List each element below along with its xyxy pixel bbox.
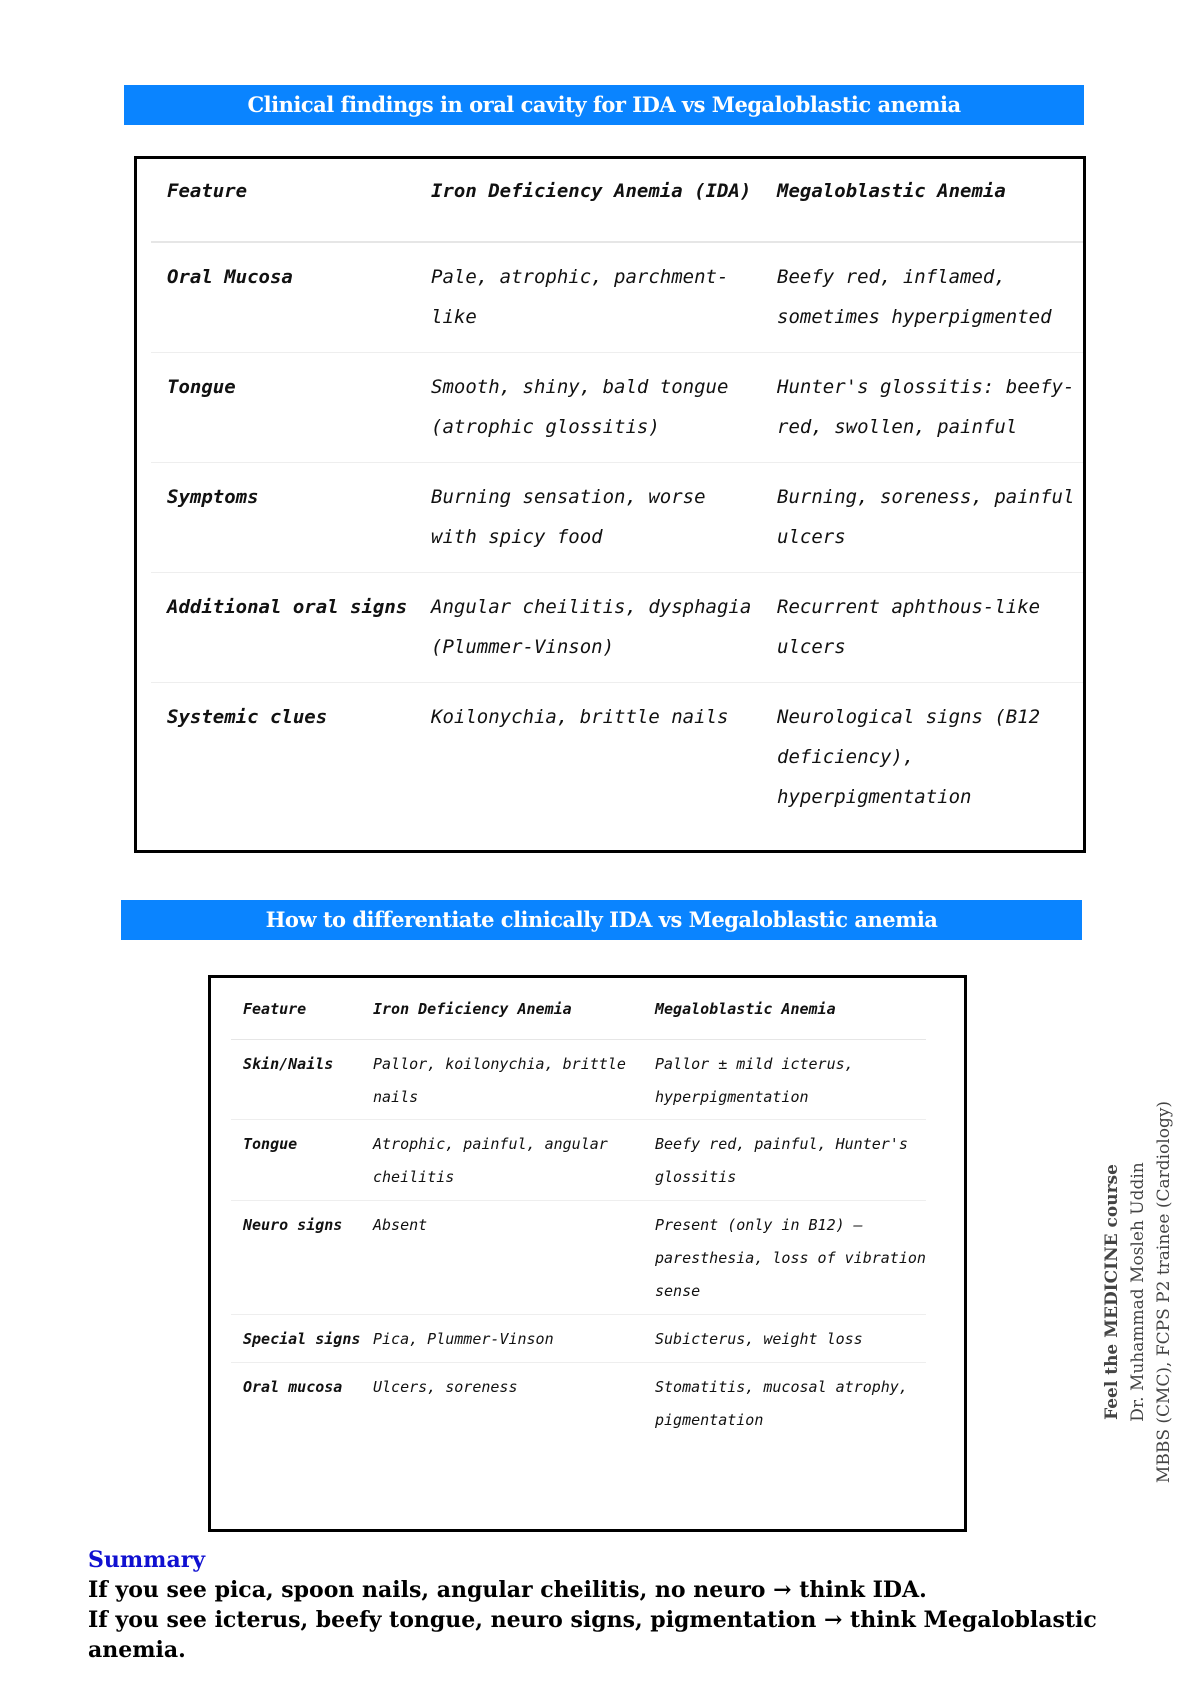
cell-ida: Atrophic, painful, angular cheilitis [363, 1120, 645, 1201]
cell-megaloblastic: Neurological signs (B12 deficiency), hyperpigmentation [777, 706, 1041, 808]
cell-ida: Pallor, koilonychia, brittle nails [363, 1040, 645, 1120]
header-ida: Iron Deficiency Anemia (IDA) [415, 159, 761, 242]
summary-line: If you see icterus, beefy tongue, neuro signs, pigmentation → think Megaloblastic anemia. [88, 1607, 1097, 1663]
header-feature: Feature [231, 978, 363, 1040]
differentiation-table [231, 978, 926, 1443]
oral-findings-table-box [134, 156, 1086, 853]
summary-section [88, 1545, 1200, 1665]
oral-findings-table [151, 159, 1083, 817]
header-feature: Feature [151, 159, 415, 242]
course-name: Feel the MEDICINE course [1102, 1164, 1122, 1420]
cell-ida: Koilonychia, brittle nails [431, 706, 729, 728]
cell-feature: Tongue [231, 1120, 363, 1201]
section1-title-banner: Clinical findings in oral cavity for IDA vs Megaloblastic anemia [124, 85, 1084, 125]
cell-ida: Smooth, shiny, bald tongue (atrophic glossitis) [415, 353, 761, 463]
table-header-row [231, 978, 926, 1040]
table-row [231, 1201, 926, 1315]
cell-feature: Oral mucosa [243, 1378, 343, 1396]
table-header-row [151, 159, 1083, 242]
cell-feature: Neuro signs [231, 1201, 363, 1315]
cell-feature: Special signs [231, 1315, 363, 1363]
header-megaloblastic: Megaloblastic Anemia [645, 978, 926, 1040]
cell-megaloblastic: Present (only in B12) – paresthesia, loss of vibration sense [645, 1201, 926, 1315]
section2-title-banner: How to differentiate clinically IDA vs Megaloblastic anemia [121, 900, 1082, 940]
table-row [151, 242, 1083, 353]
author-watermark [1099, 1101, 1177, 1483]
author-name: Dr. Muhammad Mosleh Uddin [1128, 1162, 1148, 1422]
cell-feature: Oral Mucosa [151, 242, 415, 353]
cell-megaloblastic: Recurrent aphthous-like ulcers [761, 573, 1083, 683]
summary-heading: Summary [88, 1547, 206, 1573]
cell-ida: Pica, Plummer-Vinson [363, 1315, 645, 1363]
cell-feature: Tongue [151, 353, 415, 463]
cell-ida: Ulcers, soreness [373, 1378, 518, 1396]
cell-megaloblastic: Burning, soreness, painful ulcers [761, 463, 1083, 573]
table-row [231, 1315, 926, 1363]
header-megaloblastic: Megaloblastic Anemia [761, 159, 1083, 242]
cell-ida: Pale, atrophic, parchment-like [415, 242, 761, 353]
cell-megaloblastic: Stomatitis, mucosal atrophy, pigmentation [655, 1378, 908, 1429]
cell-megaloblastic: Hunter's glossitis: beefy-red, swollen, painful [761, 353, 1083, 463]
cell-megaloblastic: Pallor ± mild icterus, hyperpigmentation [645, 1040, 926, 1120]
cell-feature: Symptoms [151, 463, 415, 573]
summary-line: If you see pica, spoon nails, angular cheilitis, no neuro → think IDA. [88, 1577, 927, 1603]
cell-ida: Angular cheilitis, dysphagia (Plummer-Vinson) [415, 573, 761, 683]
cell-ida: Burning sensation, worse with spicy food [415, 463, 761, 573]
table-row [151, 353, 1083, 463]
table-row [231, 1363, 926, 1443]
differentiation-table-box [208, 975, 967, 1532]
cell-feature: Skin/Nails [231, 1040, 363, 1120]
table-row [231, 1040, 926, 1120]
table-row [231, 1120, 926, 1201]
table-row [151, 463, 1083, 573]
header-ida: Iron Deficiency Anemia [363, 978, 645, 1040]
table-row [151, 573, 1083, 683]
cell-feature: Systemic clues [167, 706, 328, 728]
table-row [151, 683, 1083, 818]
cell-megaloblastic: Beefy red, painful, Hunter's glossitis [645, 1120, 926, 1201]
author-credentials: MBBS (CMC), FCPS P2 trainee (Cardiology) [1154, 1100, 1174, 1484]
cell-feature: Additional oral signs [151, 573, 415, 683]
cell-megaloblastic: Beefy red, inflamed, sometimes hyperpigmented [761, 242, 1083, 353]
cell-ida: Absent [363, 1201, 645, 1315]
cell-megaloblastic: Subicterus, weight loss [645, 1315, 926, 1363]
